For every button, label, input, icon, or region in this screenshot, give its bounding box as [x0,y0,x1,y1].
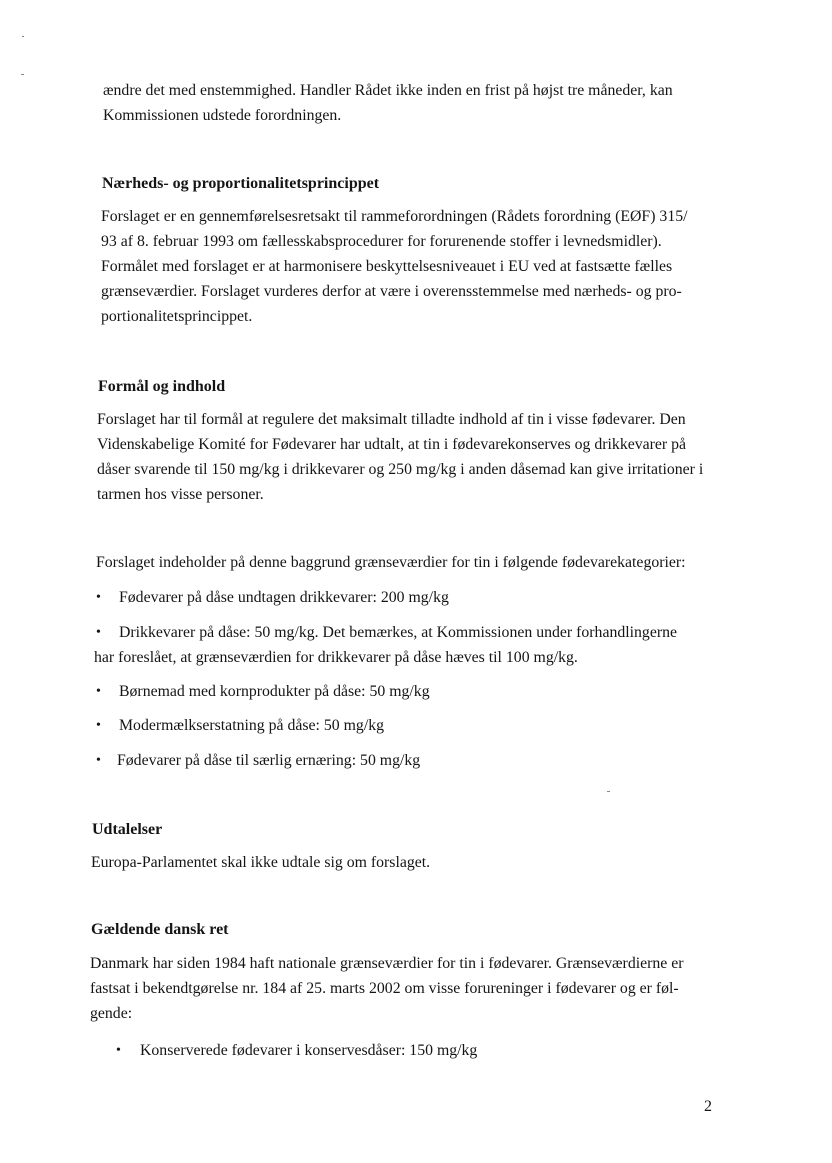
paragraph-line: Danmark har siden 1984 haft nationale grænseværdier for tin i fødevarer. Grænseværdierne er [90,955,684,972]
paragraph-line: portionalitetsprincippet. [101,308,253,325]
intro-paragraph [103,78,673,128]
bullet-icon: • [116,1043,121,1058]
paragraph-line: Forslaget er en gennemførelsesretsakt til rammeforordningen (Rådets forordning (EØF) 315/ [101,208,688,225]
section-heading-proportionality: Nærheds- og proportionalitetsprincippet [102,175,380,192]
intro-line: Kommissionen udstede forordningen. [103,107,342,124]
page-number: 2 [704,1098,712,1115]
list-item-text: Modermælkserstatning på dåse: 50 mg/kg [119,717,384,734]
danish-law-paragraph [90,951,684,1026]
intro-line: ændre det med enstemmighed. Handler Rådet ikke inden en frist på højst tre måneder, kan [103,82,673,99]
paragraph-line: tarmen hos visse personer. [97,486,264,503]
paragraph-line: gende: [90,1005,133,1022]
paragraph-line: Forslaget har til formål at regulere det maksimalt tilladte indhold af tin i visse fødevarer. Den [97,411,686,428]
list-intro-line: Forslaget indeholder på denne baggrund grænseværdier for tin i følgende fødevarekategorier: [96,554,686,571]
paragraph-line: Formålet med forslaget er at harmonisere beskyttelsesniveauet i EU ved at fastsætte fælles [101,258,673,275]
paragraph-line: dåser svarende til 150 mg/kg i drikkevarer og 250 mg/kg i anden dåsemad kan give irritationer i [97,461,704,478]
list-item-text: har foreslået, at grænseværdien for drikkevarer på dåse hæves til 100 mg/kg. [94,649,578,666]
bullet-icon: • [96,753,101,768]
list-item-continuation [94,645,578,670]
statements-paragraph [91,850,430,875]
list-item-text: Fødevarer på dåse undtagen drikkevarer: 200 mg/kg [119,589,449,606]
bullet-icon: • [96,625,101,640]
proportionality-paragraph [101,204,688,329]
scan-speck [607,791,610,792]
section-heading-statements: Udtalelser [92,821,163,838]
paragraph-line: Europa-Parlamentet skal ikke udtale sig om forslaget. [91,854,431,871]
paragraph-line: grænseværdier. Forslaget vurderes derfor at være i overensstemmelse med nærheds- og pro- [101,283,682,300]
list-item-text: Drikkevarer på dåse: 50 mg/kg. Det bemærkes, at Kommissionen under forhandlingerne [119,624,678,641]
scan-speck [22,36,24,37]
bullet-icon: • [96,684,101,699]
list-item-text: Fødevarer på dåse til særlig ernæring: 50 mg/kg [117,752,421,769]
list-intro [96,550,686,575]
purpose-paragraph [97,407,703,507]
scan-speck [21,74,24,75]
paragraph-line: fastsat i bekendtgørelse nr. 184 af 25. marts 2002 om visse forureninger i fødevarer og er føl- [90,980,679,997]
paragraph-line: 93 af 8. februar 1993 om fællesskabsprocedurer for forurenende stoffer i levnedsmidler). [101,233,662,250]
list-item-text: Børnemad med kornprodukter på dåse: 50 mg/kg [119,683,430,700]
paragraph-line: Videnskabelige Komité for Fødevarer har udtalt, at tin i fødevarekonserves og drikkevarer på [97,436,687,453]
bullet-icon: • [96,718,101,733]
section-heading-purpose: Formål og indhold [98,378,226,395]
bullet-icon: • [96,590,101,605]
list-item-text: Konserverede fødevarer i konservesdåser: 150 mg/kg [140,1042,478,1059]
section-heading-danish-law: Gældende dansk ret [91,921,229,938]
